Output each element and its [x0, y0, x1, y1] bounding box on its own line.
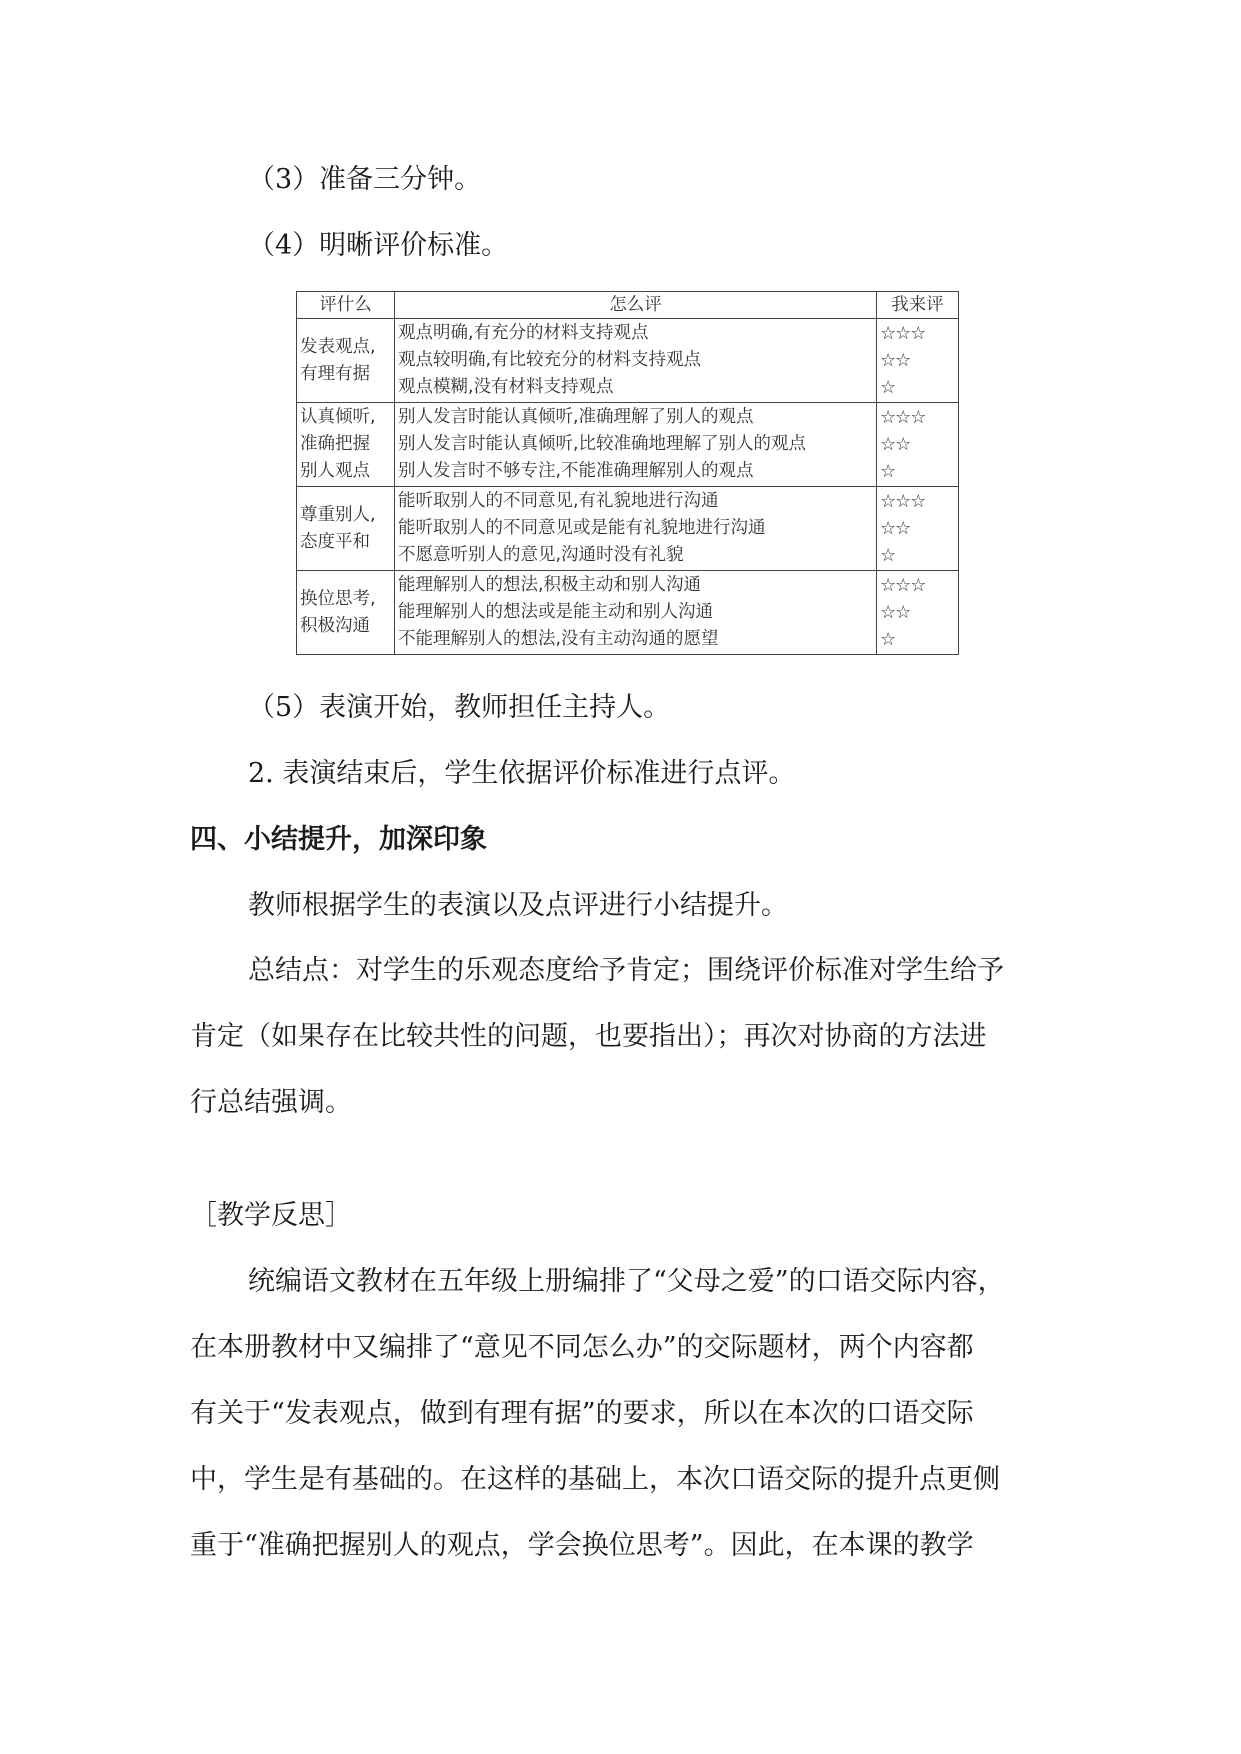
step-5-text: （5）表演开始，教师担任主持人。	[248, 692, 671, 723]
reflection-line: 重于“准确把握别人的观点，学会换位思考”。因此，在本课的教学	[190, 1530, 974, 1561]
item-2-text: 2. 表演结束后，学生依据评价标准进行点评。	[248, 758, 796, 789]
header-how: 怎么评	[395, 292, 877, 319]
criterion-line: 别人发言时能认真倾听,准确理解了别人的观点	[398, 407, 754, 427]
star-icon: ☆☆☆	[880, 575, 926, 596]
criterion-line: 能理解别人的想法,积极主动和别人沟通	[398, 575, 702, 595]
reflection-line: 有关于“发表观点，做到有理有据”的要求，所以在本次的口语交际	[190, 1398, 974, 1429]
aspect-line: 态度平和	[300, 531, 370, 552]
aspect-line: 别人观点	[300, 461, 370, 481]
star-icon: ☆	[880, 545, 896, 566]
rubric-row	[297, 487, 959, 571]
section-4-heading: 四、小结提升，加深印象	[190, 824, 487, 855]
aspect-line: 发表观点,	[300, 336, 376, 357]
star-rating-cell	[877, 571, 959, 655]
criterion-line: 不愿意听别人的意见,沟通时没有礼貌	[398, 545, 684, 565]
star-icon: ☆☆☆	[880, 323, 926, 344]
aspect-cell	[297, 403, 395, 487]
aspect-line: 认真倾听,	[300, 407, 376, 427]
rubric-row	[297, 403, 959, 487]
criterion-line: 能理解别人的想法或是能主动和别人沟通	[398, 602, 713, 622]
star-icon: ☆	[880, 629, 896, 650]
criterion-line: 观点较明确,有比较充分的材料支持观点	[398, 350, 702, 370]
aspect-line: 积极沟通	[300, 615, 370, 636]
evaluation-rubric-table	[296, 291, 959, 655]
aspect-cell	[297, 487, 395, 571]
criterion-line: 能听取别人的不同意见,有礼貌地进行沟通	[398, 491, 719, 511]
aspect-cell	[297, 319, 395, 403]
star-icon: ☆☆☆	[880, 491, 926, 512]
criterion-line: 观点明确,有充分的材料支持观点	[398, 323, 649, 343]
star-icon: ☆☆	[880, 434, 911, 455]
star-rating-cell	[877, 319, 959, 403]
summary-line: 行总结强调。	[190, 1087, 352, 1118]
aspect-line: 准确把握	[300, 434, 370, 454]
aspect-line: 有理有据	[300, 363, 370, 384]
criteria-cell	[395, 319, 877, 403]
star-icon: ☆☆	[880, 350, 911, 371]
reflection-line: 中，学生是有基础的。在这样的基础上，本次口语交际的提升点更侧	[190, 1464, 1000, 1495]
criterion-line: 别人发言时不够专注,不能准确理解别人的观点	[398, 461, 754, 481]
reflection-line: 在本册教材中又编排了“意见不同怎么办”的交际题材，两个内容都	[190, 1332, 974, 1363]
star-icon: ☆☆	[880, 518, 911, 539]
rubric-header-row	[297, 292, 959, 319]
step-3-text: （3）准备三分钟。	[248, 164, 482, 195]
reflection-heading: ［教学反思］	[190, 1200, 352, 1231]
header-my-rating: 我来评	[877, 292, 959, 319]
criteria-cell	[395, 571, 877, 655]
reflection-line: 统编语文教材在五年级上册编排了“父母之爱”的口语交际内容，	[248, 1266, 1005, 1297]
summary-line: 肯定（如果存在比较共性的问题，也要指出）；再次对协商的方法进	[190, 1021, 987, 1052]
aspect-line: 尊重别人,	[300, 504, 376, 525]
step-4-text: （4）明晰评价标准。	[248, 230, 509, 261]
criterion-line: 不能理解别人的想法,没有主动沟通的愿望	[398, 629, 719, 649]
aspect-line: 换位思考,	[300, 588, 376, 609]
star-rating-cell	[877, 487, 959, 571]
star-icon: ☆☆☆	[880, 407, 926, 428]
summary-line: 总结点：对学生的乐观态度给予肯定；围绕评价标准对学生给予	[248, 955, 1004, 986]
rubric-row	[297, 319, 959, 403]
rubric-row	[297, 571, 959, 655]
criteria-cell	[395, 403, 877, 487]
star-icon: ☆	[880, 377, 896, 398]
star-icon: ☆	[880, 461, 896, 482]
criteria-cell	[395, 487, 877, 571]
star-rating-cell	[877, 403, 959, 487]
star-icon: ☆☆	[880, 602, 911, 623]
criterion-line: 观点模糊,没有材料支持观点	[398, 377, 614, 397]
criterion-line: 能听取别人的不同意见或是能有礼貌地进行沟通	[398, 518, 766, 538]
header-what: 评什么	[297, 292, 395, 319]
aspect-cell	[297, 571, 395, 655]
section-4-paragraph: 教师根据学生的表演以及点评进行小结提升。	[248, 890, 788, 921]
criterion-line: 别人发言时能认真倾听,比较准确地理解了别人的观点	[398, 434, 807, 454]
